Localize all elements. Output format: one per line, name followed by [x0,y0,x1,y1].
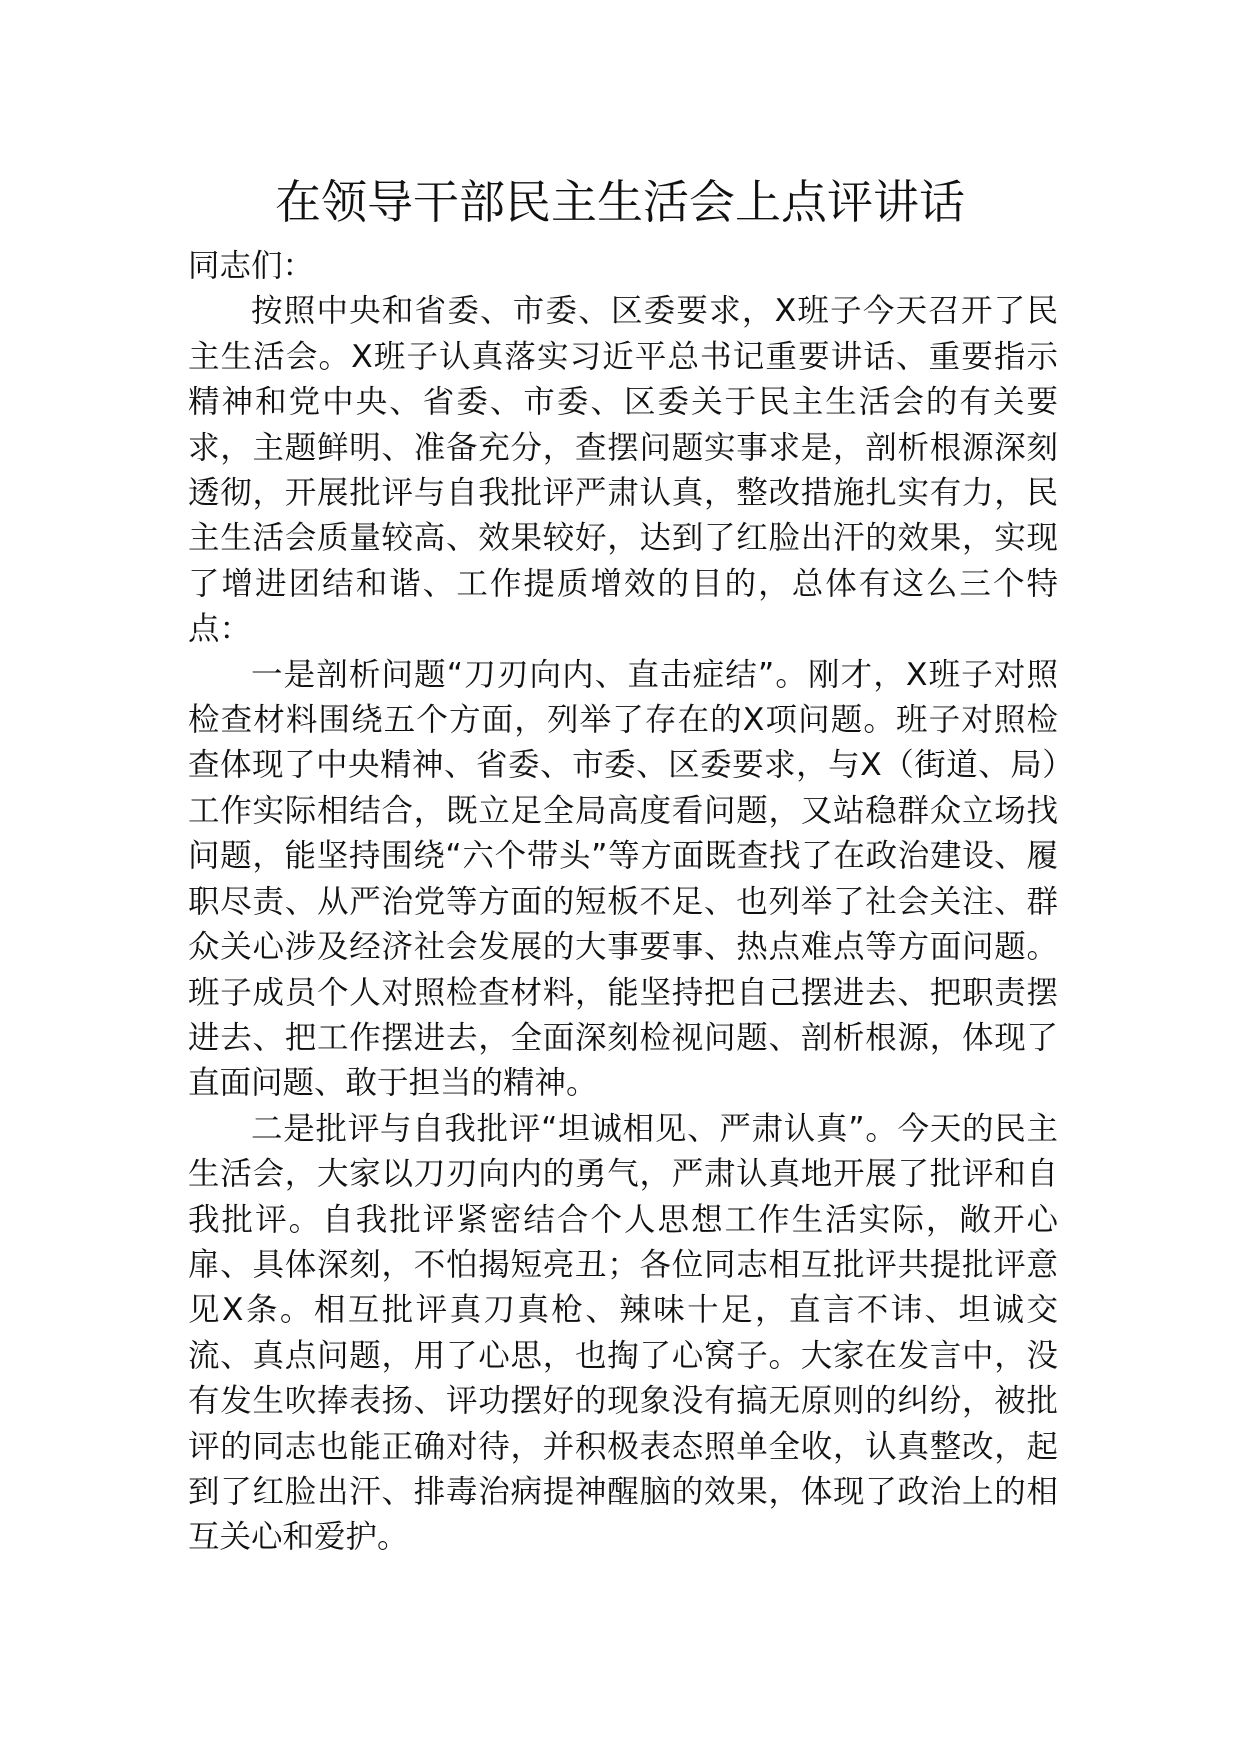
document-title: 在领导干部民主生活会上点评讲话 [275,175,965,229]
paragraph-intro: 按照中央和省委、市委、区委要求，X班子今天召开了民主生活会。X班子认真落实习近平总书记重要讲话、重要指示精神和党中央、省委、市委、区委关于民主生活会的有关要求，主题鲜明、准备充分，查摆问题实事求是，剖析根源深刻透彻，开展批评与自我批评严肃认真，整改措施扎实有力，民主生活会质量较高、效果较好，达到了红脸出汗的效果，实现了增进团结和谐、工作提质增效的目的，总体有这么三个特点： [188,293,1058,648]
paragraph-point-one: 一是剖析问题“刀刃向内、直击症结”。刚才，X班子对照检查材料围绕五个方面，列举了存在的X项问题。班子对照检查体现了中央精神、省委、市委、区委要求，与X（街道、局）工作实际相结合，既立足全局高度看问题，又站稳群众立场找问题，能坚持围绕“六个带头”等方面既查找了在政治建设、履职尽责、从严治党等方面的短板不足、也列举了社会关注、群众关心涉及经济社会发展的大事要事、热点难点等方面问题。班子成员个人对照检查材料，能坚持把自己摆进去、把职责摆进去、把工作摆进去，全面深刻检视问题、剖析根源，体现了直面问题、敢于担当的精神。 [188,656,1058,1102]
document-body [188,244,1058,1561]
salutation: 同志们： [188,248,315,284]
paragraph-point-two: 二是批评与自我批评“坦诚相见、严肃认真”。今天的民主生活会，大家以刀刃向内的勇气，严肃认真地开展了批评和自我批评。自我批评紧密结合个人思想工作生活实际，敞开心扉、具体深刻，不怕揭短亮丑；各位同志相互批评共提批评意见X条。相互批评真刀真枪、辣味十足，直言不讳、坦诚交流、真点问题，用了心思，也掏了心窝子。大家在发言中，没有发生吹捧表扬、评功摆好的现象没有搞无原则的纠纷，被批评的同志也能正确对待，并积极表态照单全收，认真整改，起到了红脸出汗、排毒治病提神醒脑的效果，体现了政治上的相互关心和爱护。 [188,1110,1058,1556]
